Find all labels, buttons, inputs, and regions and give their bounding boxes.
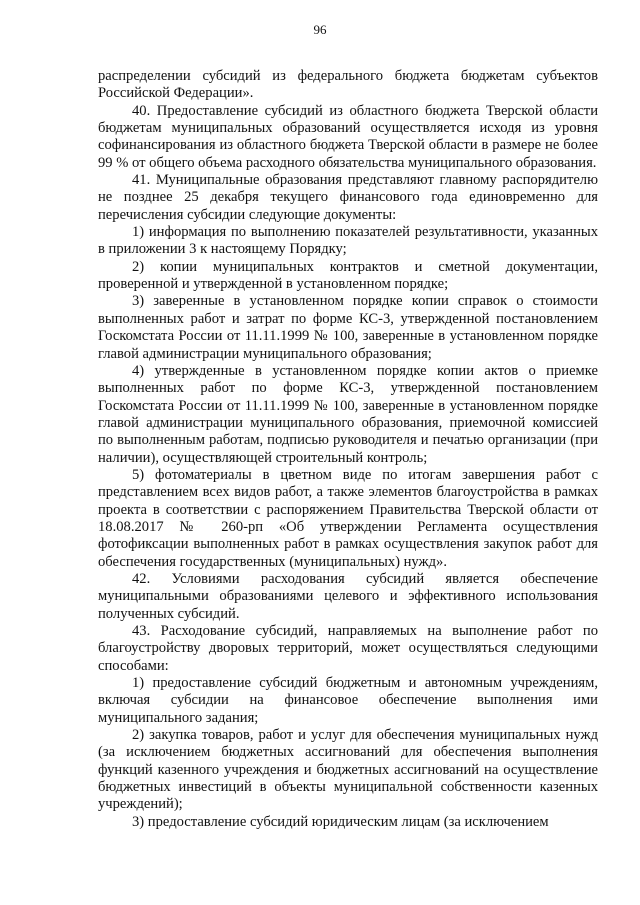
paragraph-43-item-2: 2) закупка товаров, работ и услуг для обеспечения муниципальных нужд (за исключением бюджетных ассигнований для обеспечения выполнения функций казенного учреждения и бюджетных ассигнований на осуществление бюджетных инвестиций в объекты муниципальной собственности казенных учреждений); bbox=[98, 727, 598, 813]
paragraph-41-item-2: 2) копии муниципальных контрактов и сметной документации, проверенной и утвержденной в установленном порядке; bbox=[98, 258, 598, 293]
page-number: 96 bbox=[313, 22, 327, 37]
document-body bbox=[98, 68, 598, 831]
paragraph-continuation: распределении субсидий из федерального бюджета бюджетам субъектов Российской Федерации». bbox=[98, 68, 598, 102]
paragraph-41-item-5: 5) фотоматериалы в цветном виде по итогам завершения работ с представлением всех видов работ, а также элементов благоустройства в рамках проекта в соответствии с распоряжением Правительства Тверской области от 18.08.2017 № 260-рп «Об утверждении Регламента осуществления фотофиксации выполненных работ в рамках осуществления закупок работ для обеспечения государственных (муниципальных) нужд». bbox=[98, 466, 598, 570]
paragraph-43-item-3: 3) предоставление субсидий юридическим лицам (за исключением bbox=[132, 813, 549, 830]
paragraph-41-item-1: 1) информация по выполнению показателей результативности, указанных в приложении 3 к настоящему Порядку; bbox=[98, 224, 598, 258]
paragraph-43-item-1: 1) предоставление субсидий бюджетным и автономным учреждениям, включая субсидии на финансовое обеспечение выполнения ими муниципального задания; bbox=[98, 675, 598, 726]
paragraph-41: 41. Муниципальные образования представляют главному распорядителю не позднее 25 декабря текущего финансового года единовременно для перечисления субсидии следующие документы: bbox=[98, 172, 598, 223]
paragraph-42: 42. Условиями расходования субсидий является обеспечение муниципальными образованиями целевого и эффективного использования полученных субсидий. bbox=[98, 570, 598, 622]
paragraph-41-item-4: 4) утвержденные в установленном порядке копии актов о приемке выполненных работ по форме КС-3, утвержденной постановлением Госкомстата России от 11.11.1999 № 100, заверенные в установленном порядке главой администрации муниципального образования, приемочной комиссией по выполненным работам, подписью руководителя и печатью организации (при наличии), осуществляющей строительный контроль; bbox=[98, 362, 598, 466]
paragraph-41-item-3: 3) заверенные в установленном порядке копии справок о стоимости выполненных работ и затрат по форме КС-3, утвержденной постановлением Госкомстата России от 11.11.1999 № 100, заверенные в установленном порядке главой администрации муниципального образования; bbox=[98, 293, 598, 362]
paragraph-43: 43. Расходование субсидий, направляемых на выполнение работ по благоустройству дворовых территорий, может осуществляться следующими способами: bbox=[98, 623, 598, 674]
paragraph-40: 40. Предоставление субсидий из областного бюджета Тверской области бюджетам муниципальных образований осуществляется исходя из уровня софинансирования из областного бюджета Тверской области в размере не более 99 % от общего объема расходного обязательства муниципального образования. bbox=[98, 102, 598, 171]
